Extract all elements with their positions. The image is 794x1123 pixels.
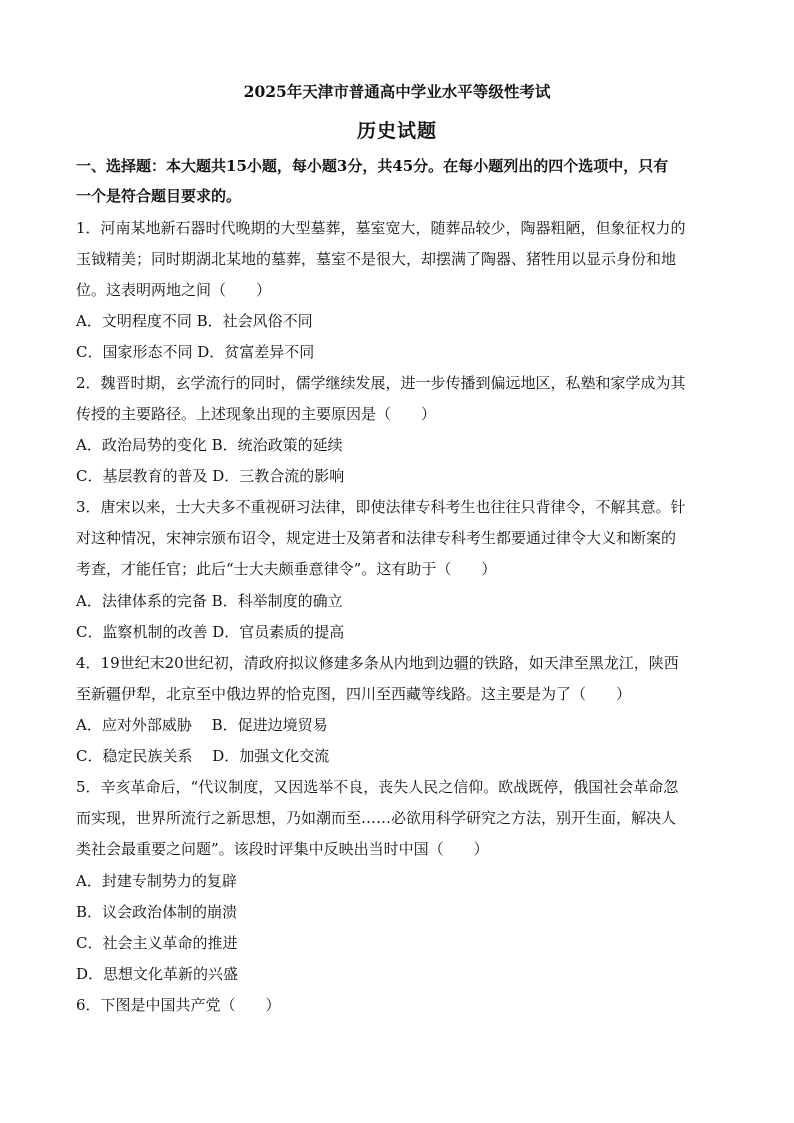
question-1-stem-line-1: 1．河南某地新石器时代晚期的大型墓葬，墓室宽大，随葬品较少，陶器粗陋，但象征权力的	[76, 219, 686, 237]
section-instruction-line-1: 一、选择题：本大题共15小题，每小题3分，共45分。在每小题列出的四个选项中，只有	[76, 157, 669, 175]
question-2-option-ab: A．政治局势的变化 B．统治政策的延续	[76, 436, 343, 454]
question-1-option-cd: C．国家形态不同 D．贫富差异不同	[76, 343, 315, 361]
question-4-option-cd: C．稳定民族关系 D．加强文化交流	[76, 747, 330, 765]
question-5-stem-line-2: 而实现，世界所流行之新思想，乃如潮而至……必欲用科学研究之方法，别开生面，解决人	[76, 809, 677, 827]
question-1-stem-line-3: 位。这表明两地之间（ ）	[76, 281, 272, 299]
question-5-stem-line-3: 类社会最重要之问题”。该段时评集中反映出当时中国（ ）	[76, 840, 489, 858]
question-3-stem-line-3: 考查，才能任官；此后“士大夫颇垂意律令”。这有助于（ ）	[76, 560, 497, 578]
exam-title: 2025年天津市普通高中学业水平等级性考试	[243, 82, 551, 101]
question-1-option-ab: A．文明程度不同 B．社会风俗不同	[76, 312, 313, 330]
subject-title: 历史试题	[356, 120, 437, 142]
question-3-stem-line-2: 对这种情况，宋神宗颁布诏令，规定进士及第者和法律专科考生都要通过律令大义和断案的	[76, 529, 677, 547]
question-5-option-b: B．议会政治体制的崩溃	[76, 903, 238, 921]
question-3-option-cd: C．监察机制的改善 D．官员素质的提高	[76, 623, 345, 641]
question-4-stem-line-2: 至新疆伊犁，北京至中俄边界的恰克图，四川至西藏等线路。这主要是为了（ ）	[76, 685, 632, 703]
question-4-stem-line-1: 4．19世纪末20世纪初，清政府拟议修建多条从内地到边疆的铁路，如天津至黑龙江，陕西	[76, 654, 679, 672]
question-2-stem-line-2: 传授的主要路径。上述现象出现的主要原因是（ ）	[76, 405, 437, 423]
question-5-option-d: D．思想文化革新的兴盛	[76, 965, 239, 983]
question-3-stem-line-1: 3．唐宋以来，士大夫多不重视研习法律，即使法律专科考生也往往只背律令，不解其意。针	[76, 498, 686, 516]
question-5-option-c: C．社会主义革命的推进	[76, 934, 238, 952]
question-4-option-ab: A．应对外部威胁 B．促进边境贸易	[76, 716, 328, 734]
question-2-option-cd: C．基层教育的普及 D．三教合流的影响	[76, 467, 345, 485]
question-2-stem-line-1: 2．魏晋时期，玄学流行的同时，儒学继续发展，进一步传播到偏远地区，私塾和家学成为其	[76, 374, 686, 392]
question-5-stem-line-1: 5．辛亥革命后，“代议制度，又因选举不良，丧失人民之信仰。欧战既停，俄国社会革命忽	[76, 778, 679, 796]
question-6-stem-line-1: 6．下图是中国共产党（ ）	[76, 996, 281, 1014]
section-instruction-line-2: 一个是符合题目要求的。	[76, 187, 242, 205]
question-5-option-a: A．封建专制势力的复辟	[76, 872, 237, 890]
question-1-stem-line-2: 玉钺精美；同时期湖北某地的墓葬，墓室不是很大，却摆满了陶器、猪牲用以显示身份和地	[76, 250, 677, 268]
question-3-option-ab: A．法律体系的完备 B．科举制度的确立	[76, 592, 343, 610]
